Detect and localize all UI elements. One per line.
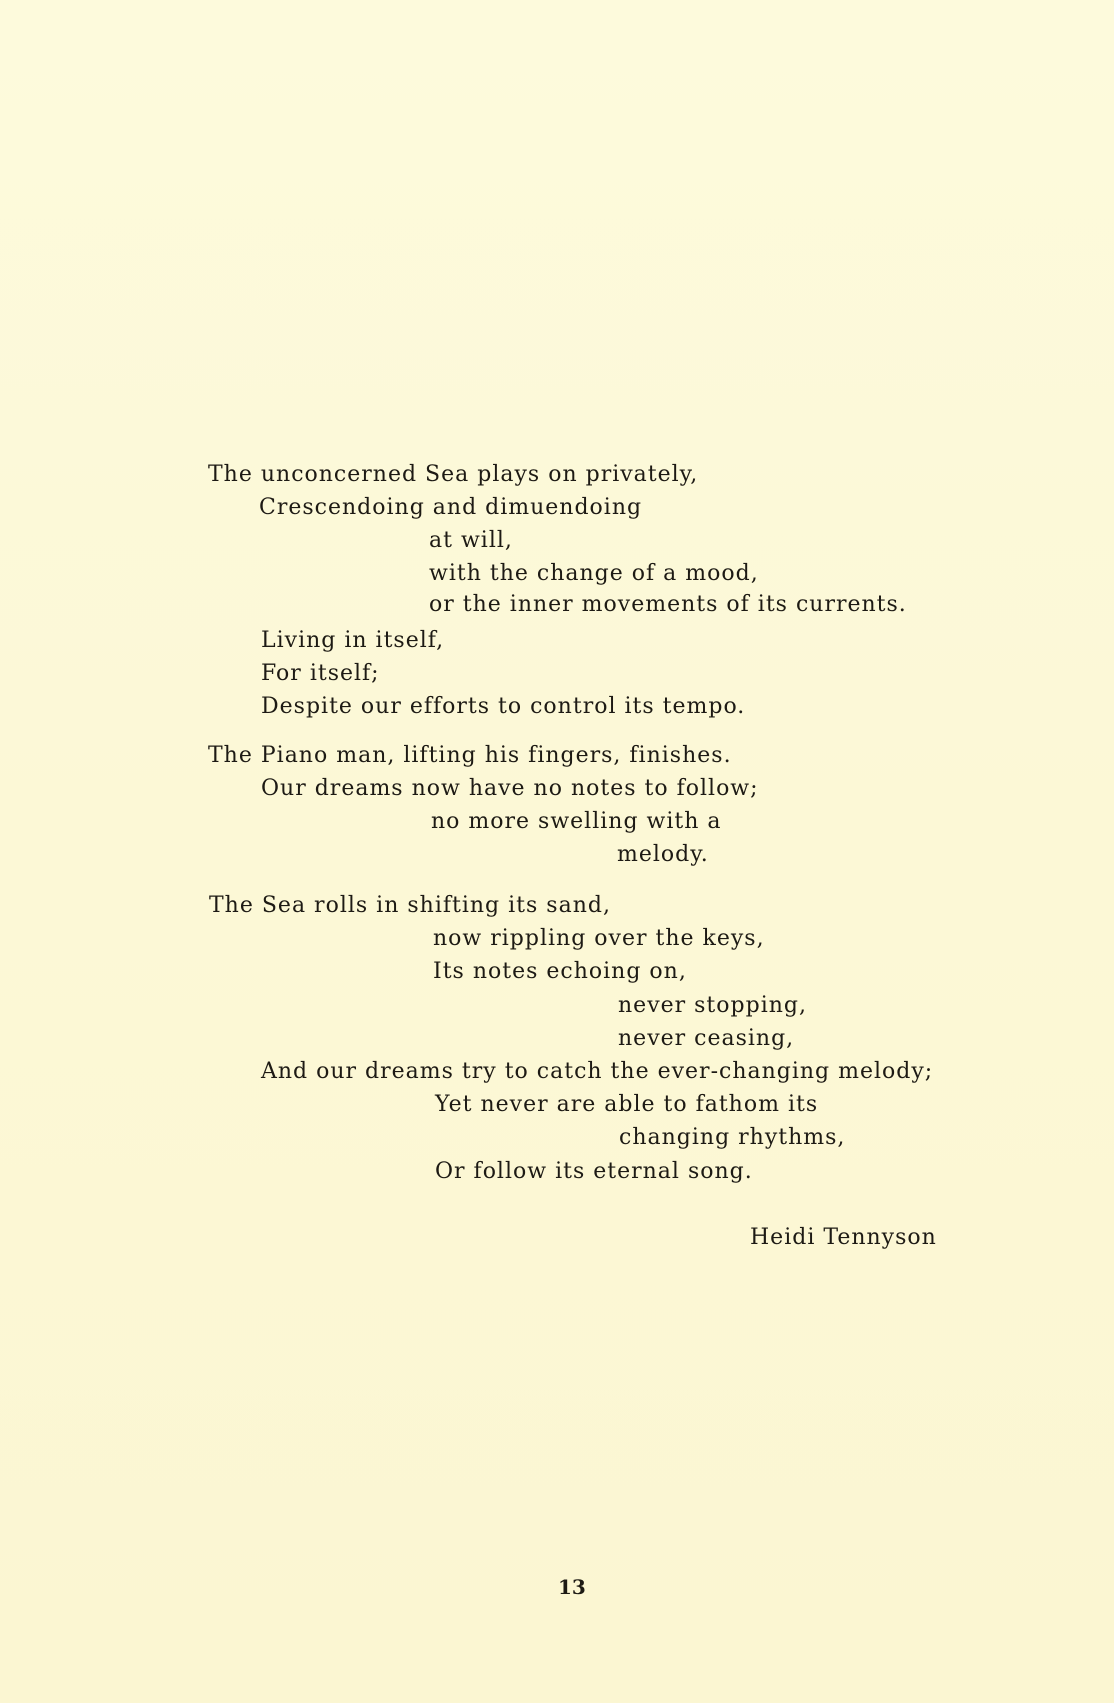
poem-line: no more swelling with a	[431, 809, 722, 834]
poem-line: never ceasing,	[618, 1026, 795, 1051]
poem-line: And our dreams try to catch the ever-changing melody;	[261, 1059, 934, 1084]
poem-line: at will,	[429, 528, 513, 553]
poem-author: Heidi Tennyson	[750, 1225, 937, 1250]
poem-line: never stopping,	[618, 993, 807, 1018]
poem-line: or the inner movements of its currents.	[429, 592, 907, 617]
poem-line: Despite our efforts to control its tempo.	[261, 694, 746, 719]
poem-line: with the change of a mood,	[429, 561, 759, 586]
poem-line: Living in itself,	[261, 628, 445, 653]
poem-line: now rippling over the keys,	[433, 926, 765, 951]
poem-line: Crescendoing and dimuendoing	[259, 495, 643, 520]
poem-line: Or follow its eternal song.	[435, 1159, 753, 1184]
poem-line: Yet never are able to fathom its	[435, 1092, 819, 1117]
page-number: 13	[558, 1575, 586, 1599]
poem-line: changing rhythms,	[619, 1125, 846, 1150]
poem-line: The unconcerned Sea plays on privately,	[208, 462, 699, 487]
poem-line: Our dreams now have no notes to follow;	[261, 776, 759, 801]
poem-line: The Piano man, lifting his fingers, finishes.	[208, 743, 732, 768]
poem-line: The Sea rolls in shifting its sand,	[209, 893, 611, 918]
poem-line: Its notes echoing on,	[433, 959, 687, 984]
poem-line: For itself;	[261, 661, 380, 686]
poem-line: melody.	[617, 842, 709, 867]
